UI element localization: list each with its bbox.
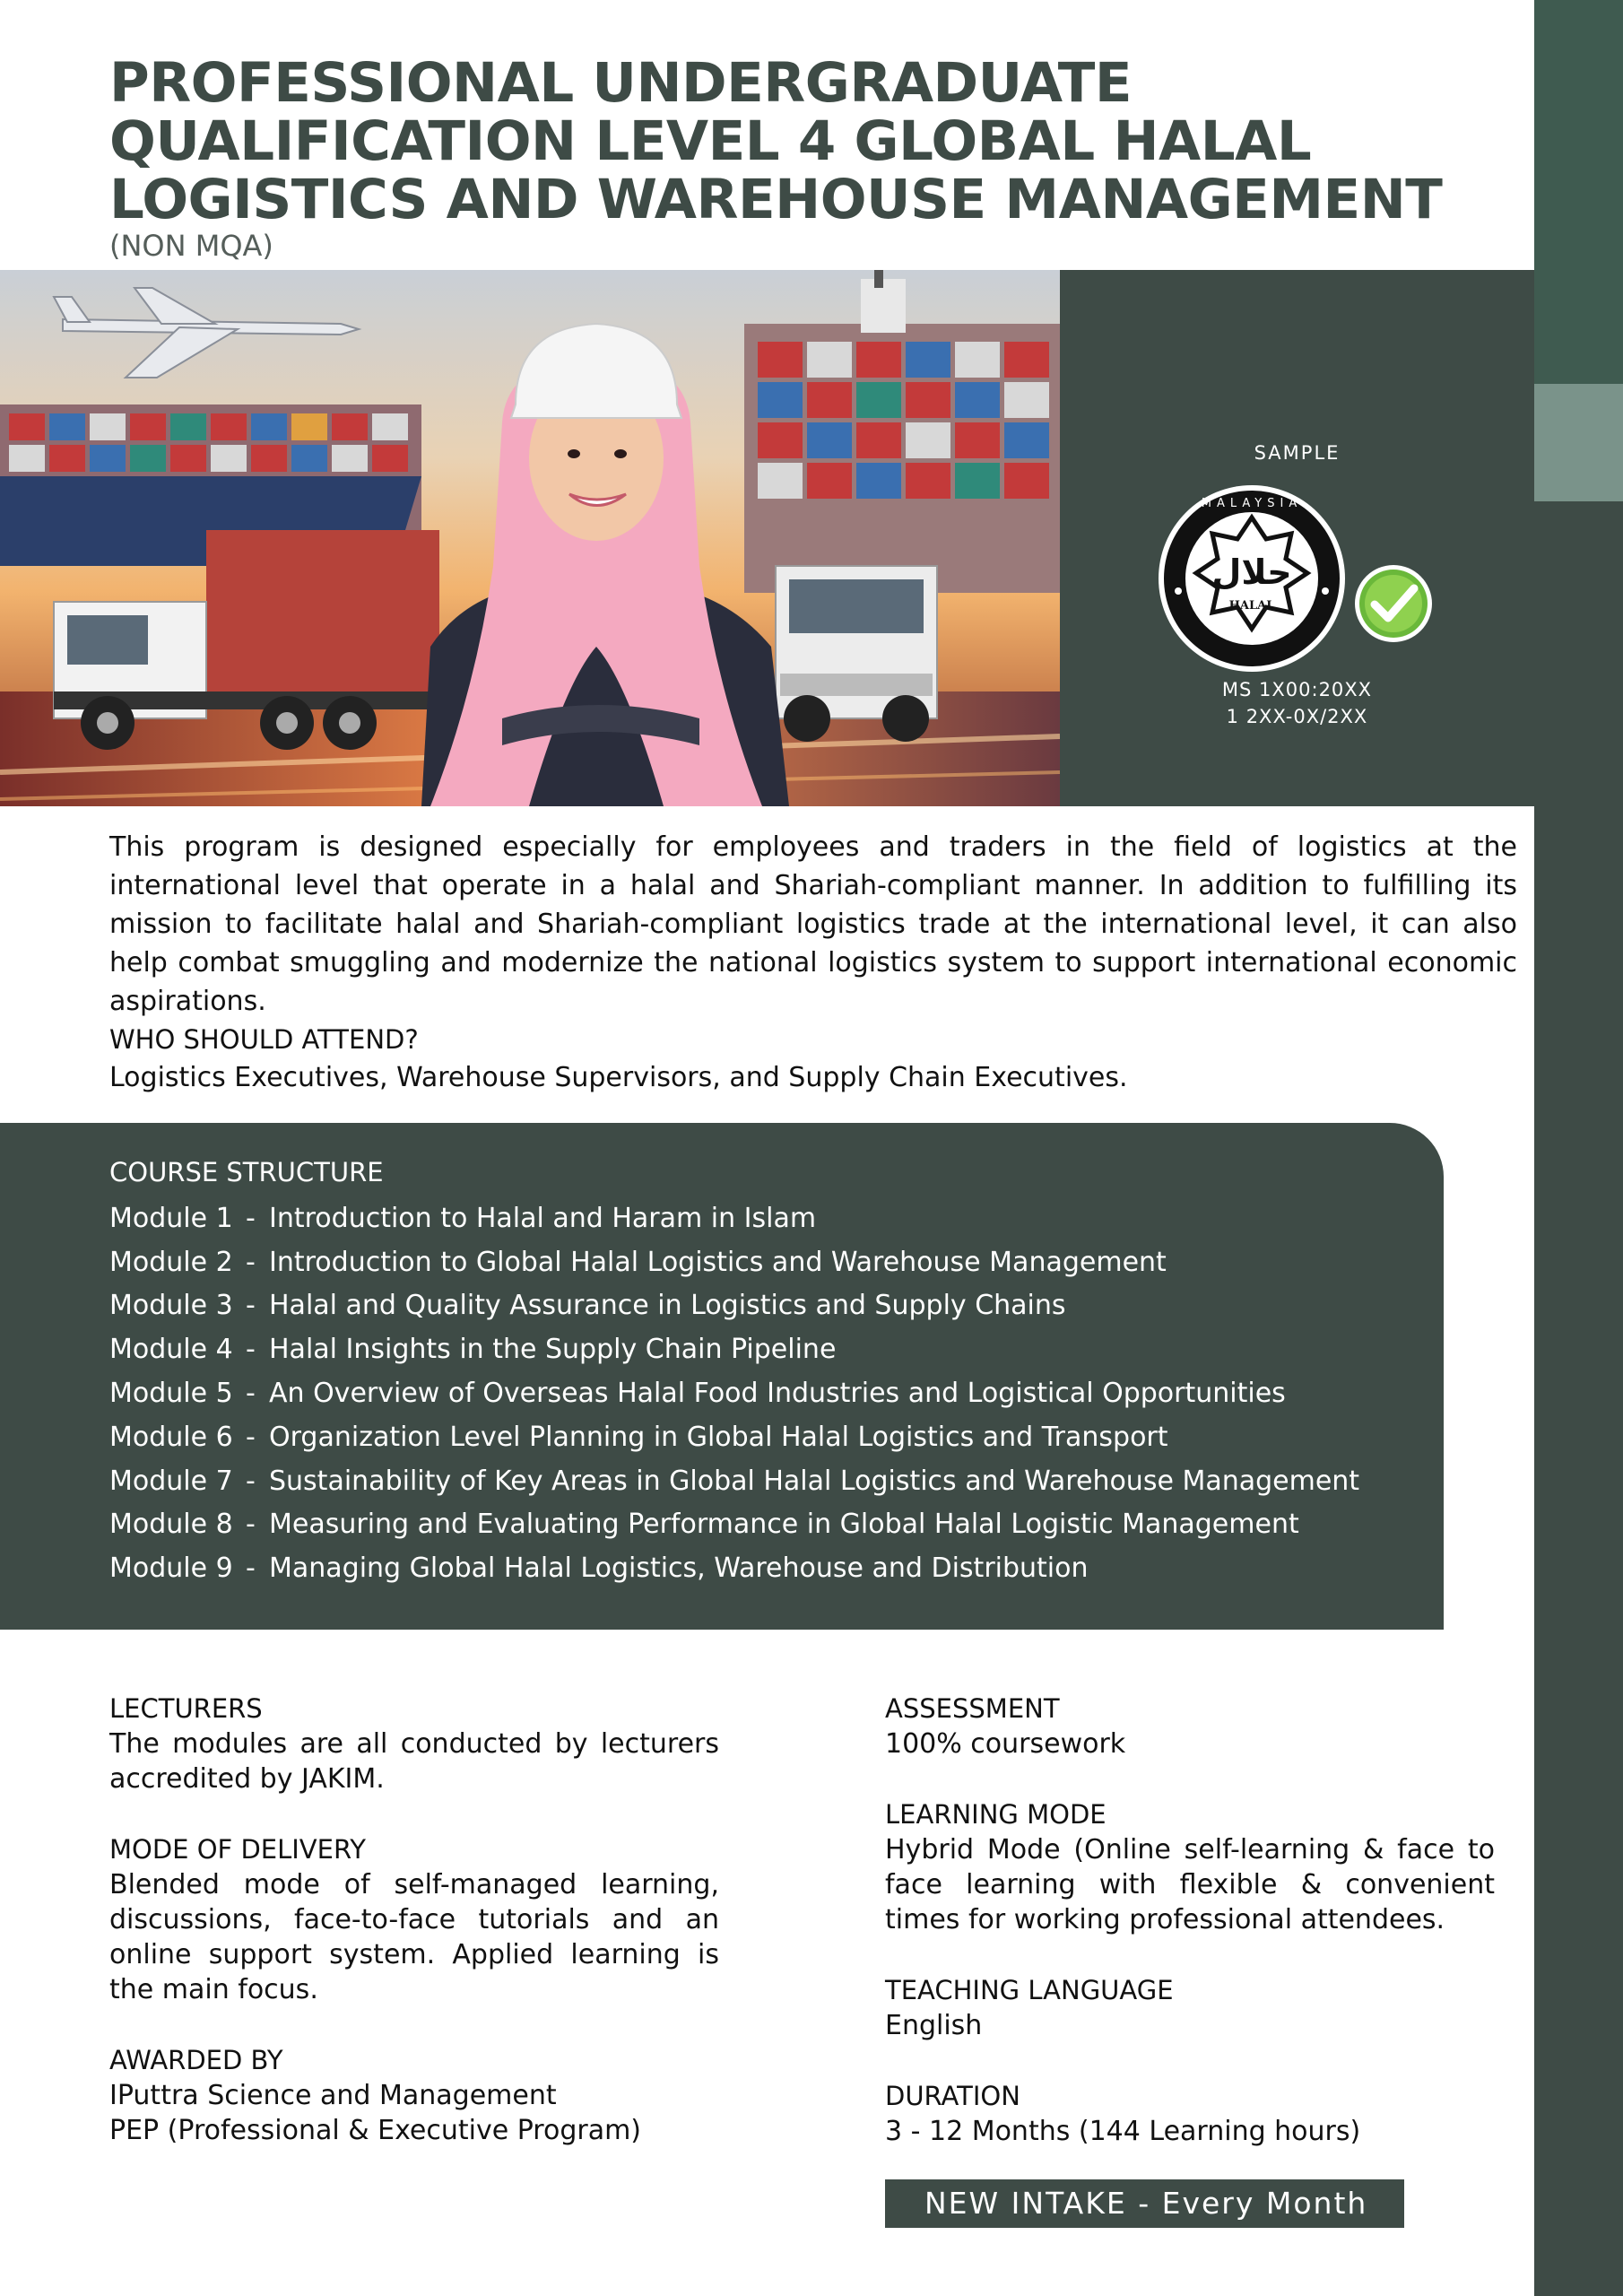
halal-logo — [1157, 483, 1347, 674]
awarded-text-1: IPuttra Science and Management — [109, 2080, 557, 2111]
language-heading: TEACHING LANGUAGE — [885, 1975, 1174, 2005]
module-item: Module 3 - Halal and Quality Assurance in Logistics and Supply Chains — [109, 1290, 1066, 1322]
module-item: Module 9 - Managing Global Halal Logistics, Warehouse and Distribution — [109, 1552, 1089, 1585]
module-item: Module 1 - Introduction to Halal and Haram in Islam — [109, 1202, 817, 1234]
course-heading: COURSE STRUCTURE — [109, 1157, 384, 1187]
duration-heading: DURATION — [885, 2081, 1020, 2111]
awarded-heading: AWARDED BY — [109, 2045, 283, 2075]
title-line-1: PROFESSIONAL UNDERGRADUATE — [109, 51, 1133, 115]
sample-label: SAMPLE — [1254, 442, 1341, 464]
awarded-text-2: PEP (Professional & Executive Program) — [109, 2115, 642, 2146]
subtitle: (NON MQA) — [109, 229, 273, 263]
new-intake-banner: NEW INTAKE - Every Month — [885, 2179, 1404, 2228]
halal-logo-ring-text: MALAYSIA — [1201, 497, 1303, 510]
lecturers-text: The modules are all conducted by lecturers accredited by JAKIM. — [109, 1728, 719, 1795]
lecturers-heading: LECTURERS — [109, 1693, 263, 1724]
who-text: Logistics Executives, Warehouse Supervisors, and Supply Chain Executives. — [109, 1062, 1128, 1093]
title-line-3: LOGISTICS AND WAREHOUSE MANAGEMENT — [109, 168, 1443, 231]
module-item: Module 4 - Halal Insights in the Supply Chain Pipeline — [109, 1334, 837, 1366]
hero-image — [0, 270, 1060, 806]
certificate-code-2: 1 2XX-0X/2XX — [1226, 706, 1368, 727]
left-info-column — [109, 1691, 719, 2183]
module-list — [109, 1196, 1359, 1590]
check-icon — [1353, 563, 1434, 644]
side-bar-top-accent — [1534, 0, 1623, 384]
module-item: Module 2 - Introduction to Global Halal Logistics and Warehouse Management — [109, 1246, 1167, 1278]
duration-text: 3 - 12 Months (144 Learning hours) — [885, 2116, 1361, 2147]
learning-mode-text: Hybrid Mode (Online self-learning & face to face learning with flexible & convenient times for working professional attendees. — [885, 1834, 1495, 1935]
module-item: Module 5 - An Overview of Overseas Halal Food Industries and Logistical Opportunities — [109, 1378, 1286, 1410]
certificate-code-1: MS 1X00:20XX — [1221, 679, 1373, 700]
certificate-panel — [1060, 270, 1534, 806]
right-info-column — [885, 1691, 1495, 2184]
halal-logo-word: HALAL — [1228, 599, 1275, 613]
module-item: Module 7 - Sustainability of Key Areas in Global Halal Logistics and Warehouse Management — [109, 1465, 1360, 1497]
side-bar-light-accent — [1534, 384, 1623, 501]
page-title — [109, 51, 1508, 231]
assessment-text: 100% coursework — [885, 1728, 1126, 1760]
delivery-heading: MODE OF DELIVERY — [109, 1834, 366, 1865]
module-item: Module 8 - Measuring and Evaluating Performance in Global Halal Logistic Management — [109, 1509, 1299, 1541]
delivery-text: Blended mode of self-managed learning, discussions, face-to-face tutorials and an online support system. Applied learning is the main focus. — [109, 1869, 719, 2005]
intro-paragraph: This program is designed especially for employees and traders in the field of logistics at the international level that operate in a halal and Shariah-compliant manner. In addition to fulfilling its mission to facilitate halal and Shariah-compliant logistics trade at the international level, it can also help combat smuggling and modernize the national logistics system to support international economic aspirations. — [109, 831, 1517, 1017]
halal-logo-arabic: حلال — [1211, 552, 1292, 592]
language-text: English — [885, 2010, 983, 2041]
title-line-2: QUALIFICATION LEVEL 4 GLOBAL HALAL — [109, 109, 1312, 173]
assessment-heading: ASSESSMENT — [885, 1693, 1060, 1724]
who-heading: WHO SHOULD ATTEND? — [109, 1024, 419, 1055]
module-item: Module 6 - Organization Level Planning in Global Halal Logistics and Transport — [109, 1421, 1168, 1453]
learning-mode-heading: LEARNING MODE — [885, 1799, 1107, 1830]
